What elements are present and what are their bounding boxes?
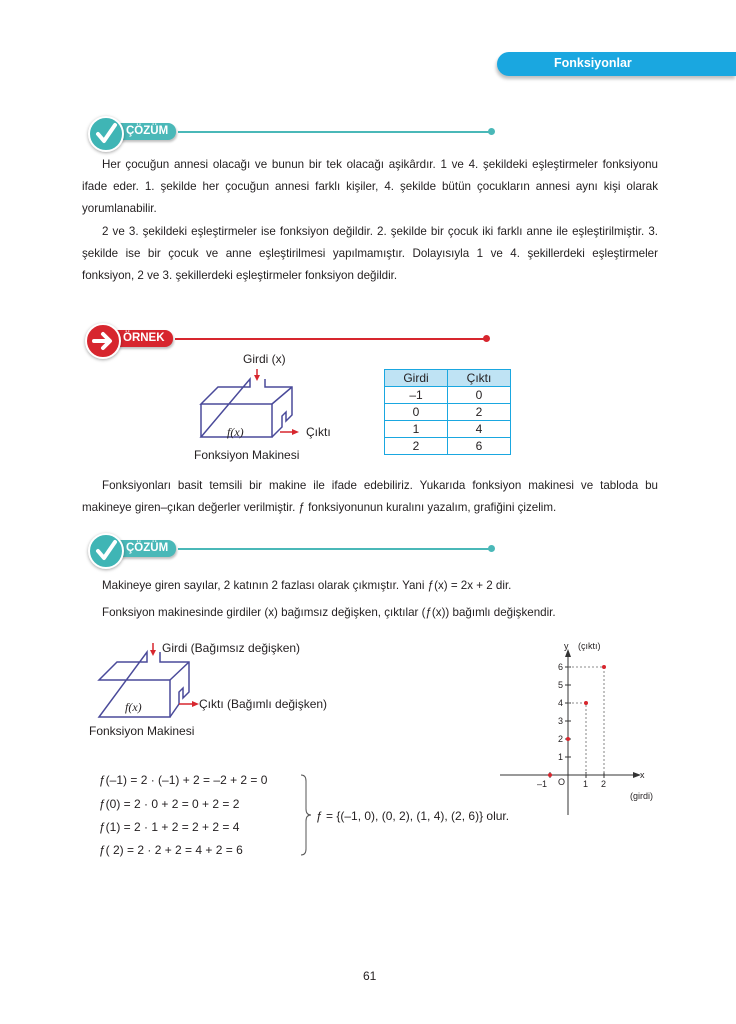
solution-badge-2 — [88, 533, 498, 567]
solution2-line1: Makineye giren sayılar, 2 katının 2 fazlası olarak çıkmıştır. Yani ƒ(x) = 2x + 2 dir. — [102, 579, 512, 592]
machine2-body-label: f(x) — [125, 700, 142, 714]
machine-output-label: Çıktı — [306, 425, 331, 439]
x-axis-name: x — [640, 770, 645, 780]
machine2-output-label: Çıktı (Bağımlı değişken) — [199, 697, 328, 711]
origin-label: O — [558, 777, 566, 787]
divider-dot — [488, 128, 495, 135]
equation-4: ƒ( 2) = 2 · 2 + 2 = 4 + 2 = 6 — [99, 843, 243, 857]
x-tick-1: 1 — [583, 779, 589, 789]
equation-2: ƒ(0) = 2 · 0 + 2 = 0 + 2 = 2 — [99, 797, 240, 811]
example-badge — [85, 323, 495, 357]
function-machine-diagram — [195, 365, 345, 455]
solution-badge-1 — [88, 116, 498, 150]
arrow-right-icon — [89, 327, 117, 355]
divider-dot — [483, 335, 490, 342]
header-cikti: Çıktı — [448, 370, 511, 387]
machine-input-label: Girdi (x) — [243, 352, 286, 366]
solution1-paragraph2: 2 ve 3. şekildeki eşleştirmeler ise fonksiyon değildir. 2. şekilde bir çocuk iki farklı anne ile eşleştirilmiştir. 3. şekilde ise bir çocuk ve anne eşleştirilmesi yapılmamıştır. Dolayısıyla 1 ve 4. şekillerdeki eşleştirmeler fonksiyon, 2 ve 3. şekillerdeki eşleştirmeler fonksiyon değildir. — [82, 225, 658, 282]
cell: 2 — [448, 404, 511, 421]
solution-label: ÇÖZÜM — [114, 540, 176, 557]
x-tick-neg1: –1 — [537, 779, 548, 789]
input-output-table — [384, 369, 511, 455]
cell: 0 — [448, 387, 511, 404]
x-axis-label: (girdi) — [630, 791, 654, 801]
table-row — [385, 387, 511, 404]
cell: 0 — [385, 404, 448, 421]
divider-dot — [488, 545, 495, 552]
cell: 1 — [385, 421, 448, 438]
cell: 6 — [448, 438, 511, 455]
section-title: Fonksiyonlar — [554, 56, 632, 70]
table-row — [385, 438, 511, 455]
solution2-line2: Fonksiyon makinesinde girdiler (x) bağımsız değişken, çıktılar (ƒ(x)) bağımlı değişkendir. — [102, 606, 556, 619]
solution1-paragraph1: Her çocuğun annesi olacağı ve bunun bir tek olacağı aşikârdır. 1 ve 4. şekildeki eşleştirmeler fonksiyonu ifade eder. 1. şekilde her çocuğun annesi farklı kişiler, 4. şekilde bütün çocukların annesi aynı kişi olarak yorumlanabilir. — [82, 158, 658, 215]
divider-line — [178, 548, 490, 550]
machine2-caption: Fonksiyon Makinesi — [89, 724, 195, 738]
equation-1: ƒ(–1) = 2 · (–1) + 2 = –2 + 2 = 0 — [99, 773, 268, 787]
section-header-tab — [497, 52, 736, 76]
result-set: ƒ = {(–1, 0), (0, 2), (1, 4), (2, 6)} olur. — [316, 809, 510, 823]
table-row — [385, 404, 511, 421]
machine-caption: Fonksiyon Makinesi — [194, 448, 300, 462]
checkmark-icon — [92, 120, 120, 148]
header-girdi: Girdi — [385, 370, 448, 387]
divider-line — [175, 338, 487, 340]
solution-label: ÇÖZÜM — [114, 123, 176, 140]
machine2-input-label: Girdi (Bağımsız değişken) — [162, 641, 301, 655]
example-paragraph: Fonksiyonları basit temsili bir makine ile ifade edebiliriz. Yukarıda fonksiyon makinesi ve tabloda bu makineye giren–çıkan değerler verilmiştir. ƒ fonksiyonunun kuralını yazalım, grafiğini çizelim. — [82, 479, 658, 514]
y-tick-2: 2 — [558, 734, 564, 744]
machine-body-label: f(x) — [227, 425, 244, 439]
page-number: 61 — [363, 969, 377, 983]
table-row — [385, 421, 511, 438]
checkmark-icon — [92, 537, 120, 565]
y-tick-5: 5 — [558, 680, 564, 690]
y-axis-label: (çıktı) — [578, 641, 601, 651]
example-label: ÖRNEK — [111, 330, 173, 347]
cell: 4 — [448, 421, 511, 438]
y-axis-name: y — [564, 641, 569, 651]
cell: –1 — [385, 387, 448, 404]
x-tick-2: 2 — [601, 779, 607, 789]
y-tick-4: 4 — [558, 698, 564, 708]
function-machine-diagram-2 — [93, 640, 213, 725]
curly-brace — [299, 773, 313, 857]
y-tick-1: 1 — [558, 752, 564, 762]
y-tick-3: 3 — [558, 716, 564, 726]
y-tick-6: 6 — [558, 662, 564, 672]
table-header-row — [385, 370, 511, 387]
equation-3: ƒ(1) = 2 · 1 + 2 = 2 + 2 = 4 — [99, 820, 240, 834]
cell: 2 — [385, 438, 448, 455]
divider-line — [178, 131, 490, 133]
